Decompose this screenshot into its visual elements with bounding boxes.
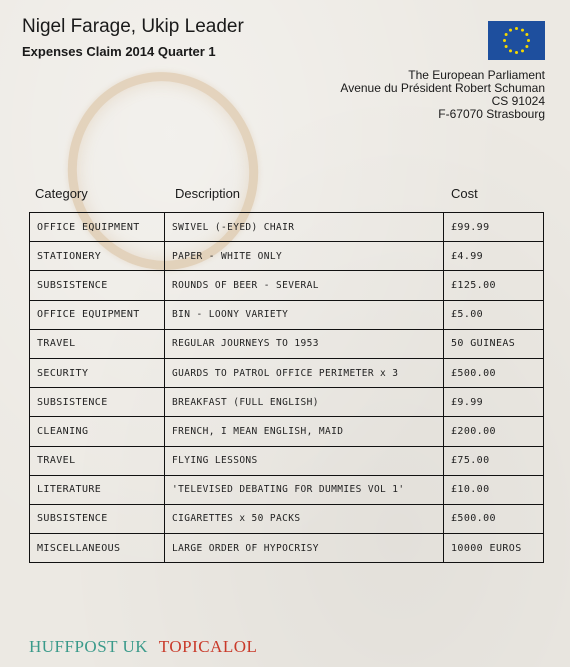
description-cell: BREAKFAST (FULL ENGLISH): [165, 388, 444, 417]
eu-stars: [488, 21, 545, 60]
cost-cell: 10000 EUROS: [444, 534, 544, 563]
category-cell: SUBSISTENCE: [30, 504, 165, 533]
description-cell: FLYING LESSONS: [165, 446, 444, 475]
table-row: [30, 534, 544, 563]
table-row: [30, 388, 544, 417]
star-icon: [527, 39, 530, 42]
cost-cell: 50 GUINEAS: [444, 329, 544, 358]
address-line: The European Parliament: [408, 68, 545, 82]
address-line: CS 91024: [491, 94, 545, 108]
header-cost: Cost: [451, 186, 478, 201]
star-icon: [525, 45, 528, 48]
footer-branding: [29, 637, 257, 657]
description-cell: CIGARETTES x 50 PACKS: [165, 504, 444, 533]
address-line: F-67070 Strasbourg: [438, 107, 545, 121]
table-row: [30, 213, 544, 242]
table-row: [30, 475, 544, 504]
cost-cell: £500.00: [444, 358, 544, 387]
star-icon: [509, 49, 512, 52]
star-icon: [503, 39, 506, 42]
cost-cell: £4.99: [444, 242, 544, 271]
description-cell: GUARDS TO PATROL OFFICE PERIMETER x 3: [165, 358, 444, 387]
cost-cell: £5.00: [444, 300, 544, 329]
table-row: [30, 300, 544, 329]
page-title: Nigel Farage, Ukip Leader: [22, 16, 244, 37]
category-cell: TRAVEL: [30, 446, 165, 475]
eu-flag-icon: [488, 21, 545, 60]
description-cell: LARGE ORDER OF HYPOCRISY: [165, 534, 444, 563]
table-row: [30, 504, 544, 533]
cost-cell: £10.00: [444, 475, 544, 504]
table-row: [30, 242, 544, 271]
cost-cell: £9.99: [444, 388, 544, 417]
cost-cell: £75.00: [444, 446, 544, 475]
topicalol-label: TOPICALOL: [158, 637, 258, 656]
description-cell: REGULAR JOURNEYS TO 1953: [165, 329, 444, 358]
table-row: [30, 358, 544, 387]
category-cell: OFFICE EQUIPMENT: [30, 213, 165, 242]
cost-cell: £125.00: [444, 271, 544, 300]
description-cell: SWIVEL (-EYED) CHAIR: [165, 213, 444, 242]
category-cell: OFFICE EQUIPMENT: [30, 300, 165, 329]
description-cell: ROUNDS OF BEER - SEVERAL: [165, 271, 444, 300]
star-icon: [525, 33, 528, 36]
expenses-table: [29, 212, 544, 563]
star-icon: [521, 49, 524, 52]
table-row: [30, 271, 544, 300]
star-icon: [515, 51, 518, 54]
category-cell: SECURITY: [30, 358, 165, 387]
cost-cell: £200.00: [444, 417, 544, 446]
category-cell: MISCELLANEOUS: [30, 534, 165, 563]
category-cell: STATIONERY: [30, 242, 165, 271]
table-row: [30, 446, 544, 475]
table-row: [30, 329, 544, 358]
description-cell: BIN - LOONY VARIETY: [165, 300, 444, 329]
address-line: Avenue du Président Robert Schuman: [340, 81, 545, 95]
cost-cell: £500.00: [444, 504, 544, 533]
category-cell: CLEANING: [30, 417, 165, 446]
star-icon: [505, 33, 508, 36]
claim-subtitle: Expenses Claim 2014 Quarter 1: [22, 44, 216, 59]
star-icon: [521, 29, 524, 32]
star-icon: [515, 27, 518, 30]
category-cell: LITERATURE: [30, 475, 165, 504]
description-cell: 'TELEVISED DEBATING FOR DUMMIES VOL 1': [165, 475, 444, 504]
star-icon: [505, 45, 508, 48]
category-cell: TRAVEL: [30, 329, 165, 358]
category-cell: SUBSISTENCE: [30, 271, 165, 300]
header-description: Description: [175, 186, 241, 201]
category-cell: SUBSISTENCE: [30, 388, 165, 417]
header-category: Category: [35, 186, 88, 201]
description-cell: PAPER - WHITE ONLY: [165, 242, 444, 271]
description-cell: FRENCH, I MEAN ENGLISH, MAID: [165, 417, 444, 446]
parliament-address: [340, 69, 545, 121]
cost-cell: £99.99: [444, 213, 544, 242]
table-row: [30, 417, 544, 446]
star-icon: [509, 29, 512, 32]
huffpost-logo: HUFFPOST UK: [29, 637, 149, 656]
